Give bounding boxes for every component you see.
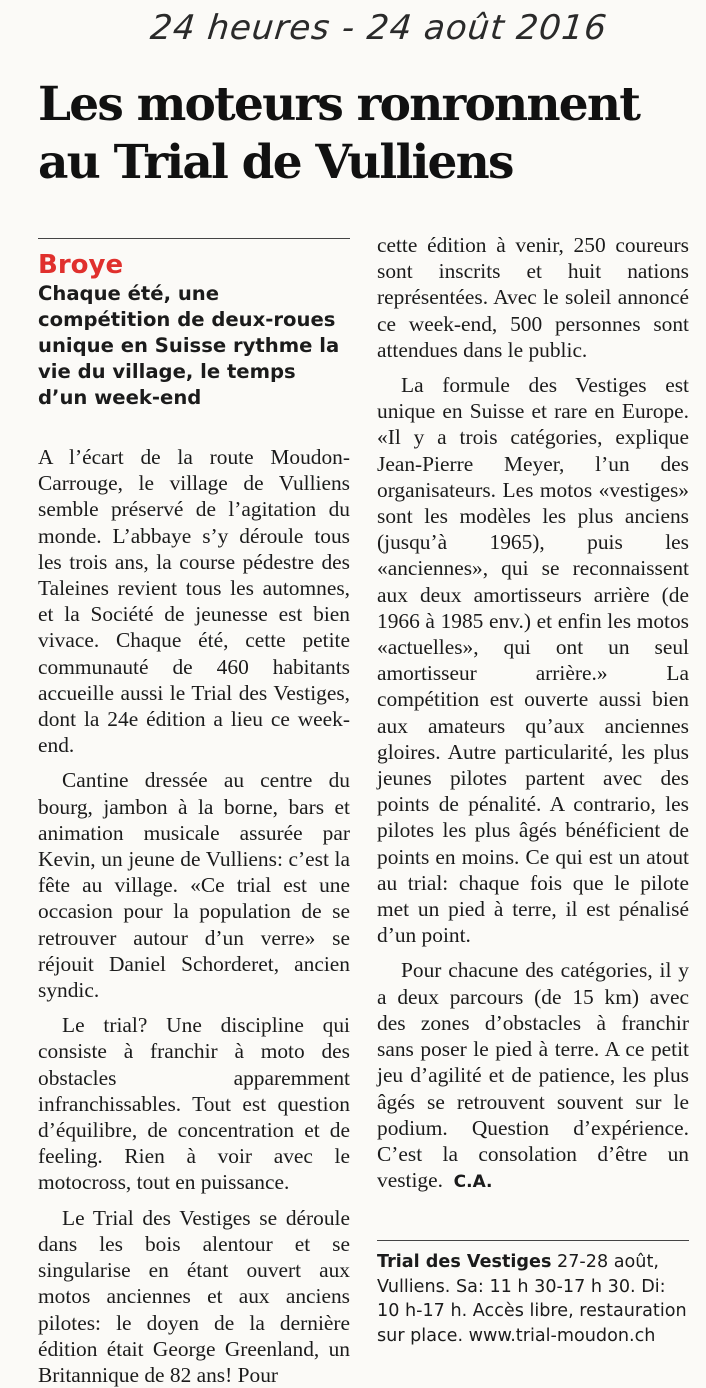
- body-paragraph: Le trial? Une discipline qui consiste à franchir à moto des obstacles apparemment infranchissables. Tout est question d’équilibre, de concentration et de feeling. Rien à voir avec le motocross, tout en puissance.: [38, 1013, 350, 1195]
- body-paragraph: A l’écart de la route Moudon-Carrouge, le village de Vulliens semble préservé de l’agitation du monde. L’abbaye s’y déroule tous les trois ans, la course pédestre des Taleines revient tous les automnes, et la Société de jeunesse est bien vivace. Chaque été, cette petite communauté de 460 habitants accueille aussi le Trial des Vestiges, dont la 24e édition a lieu ce week-end.: [38, 445, 350, 758]
- body-paragraph: cette édition à venir, 250 coureurs sont inscrits et huit nations représentées. Avec le soleil annoncé ce week-end, 500 personnes sont attendues dans le public.: [377, 233, 689, 362]
- left-column: [38, 444, 350, 1387]
- lead-paragraph: Chaque été, une compétition de deux-roues unique en Suisse rythme la vie du village, le temps d’un week-end: [38, 282, 340, 409]
- info-box-rule: [377, 1240, 689, 1241]
- info-box-title: Trial des Vestiges: [377, 1252, 552, 1272]
- right-column: [377, 232, 689, 1232]
- info-box-text: 27-28 août, Vulliens. Sa: 11 h 30-17 h 30. Di: 10 h-17 h. Accès libre, restauration sur place. www.trial-moudon.ch: [377, 1252, 687, 1346]
- info-box: [377, 1250, 689, 1348]
- body-paragraph: Le Trial des Vestiges se déroule dans les bois alentour et se singularise en étant ouvert aux motos anciennes et aux anciens pilotes: le doyen de la dernière édition était George Greenland, un Britannique de 82 ans! Pour: [38, 1205, 350, 1387]
- body-paragraph: [377, 957, 689, 1195]
- column-rule-top: [38, 238, 350, 239]
- source-note: 24 heures - 24 août 2016: [148, 8, 610, 48]
- headline: Les moteurs ronronnent au Trial de Vulliens: [38, 77, 640, 190]
- kicker: Broye: [38, 250, 124, 280]
- author-signature: C.A.: [453, 1172, 493, 1193]
- body-paragraph: La formule des Vestiges est unique en Suisse et rare en Europe. «Il y a trois catégories, explique Jean-Pierre Meyer, l’un des organisateurs. Les motos «vestiges» sont les modèles les plus anciens (jusqu’à 1965), puis les «anciennes», qui se reconnaissent aux deux amortisseurs arrière (de 1966 à 1985 env.) et enfin les motos «actuelles», qui ont un seul amortisseur arrière.» La compétition est ouverte aussi bien aux amateurs qu’aux anciennes gloires. Autre particularité, les plus jeunes pilotes partent avec des points de pénalité. A contrario, les pilotes les plus âgés bénéficient de points en moins. Ce qui est un atout au trial: chaque fois que le pilote met un pied à terre, il est pénalisé d’un point.: [377, 373, 689, 948]
- body-paragraph: Cantine dressée au centre du bourg, jambon à la borne, bars et animation musicale assurée par Kevin, un jeune de Vulliens: c’est la fête au village. «Ce trial est une occasion pour la population de se retrouver autour d’un verre» se réjouit Daniel Schorderet, ancien syndic.: [38, 768, 350, 1003]
- body-text: Pour chacune des catégories, il y a deux parcours (de 15 km) avec des zones d’obstacles à franchir sans poser le pied à terre. A ce petit jeu d’agilité et de patience, les plus âgés se retrouvent souvent sur le podium. Question d’expérience. C’est la consolation d’être un vestige.: [377, 958, 689, 1193]
